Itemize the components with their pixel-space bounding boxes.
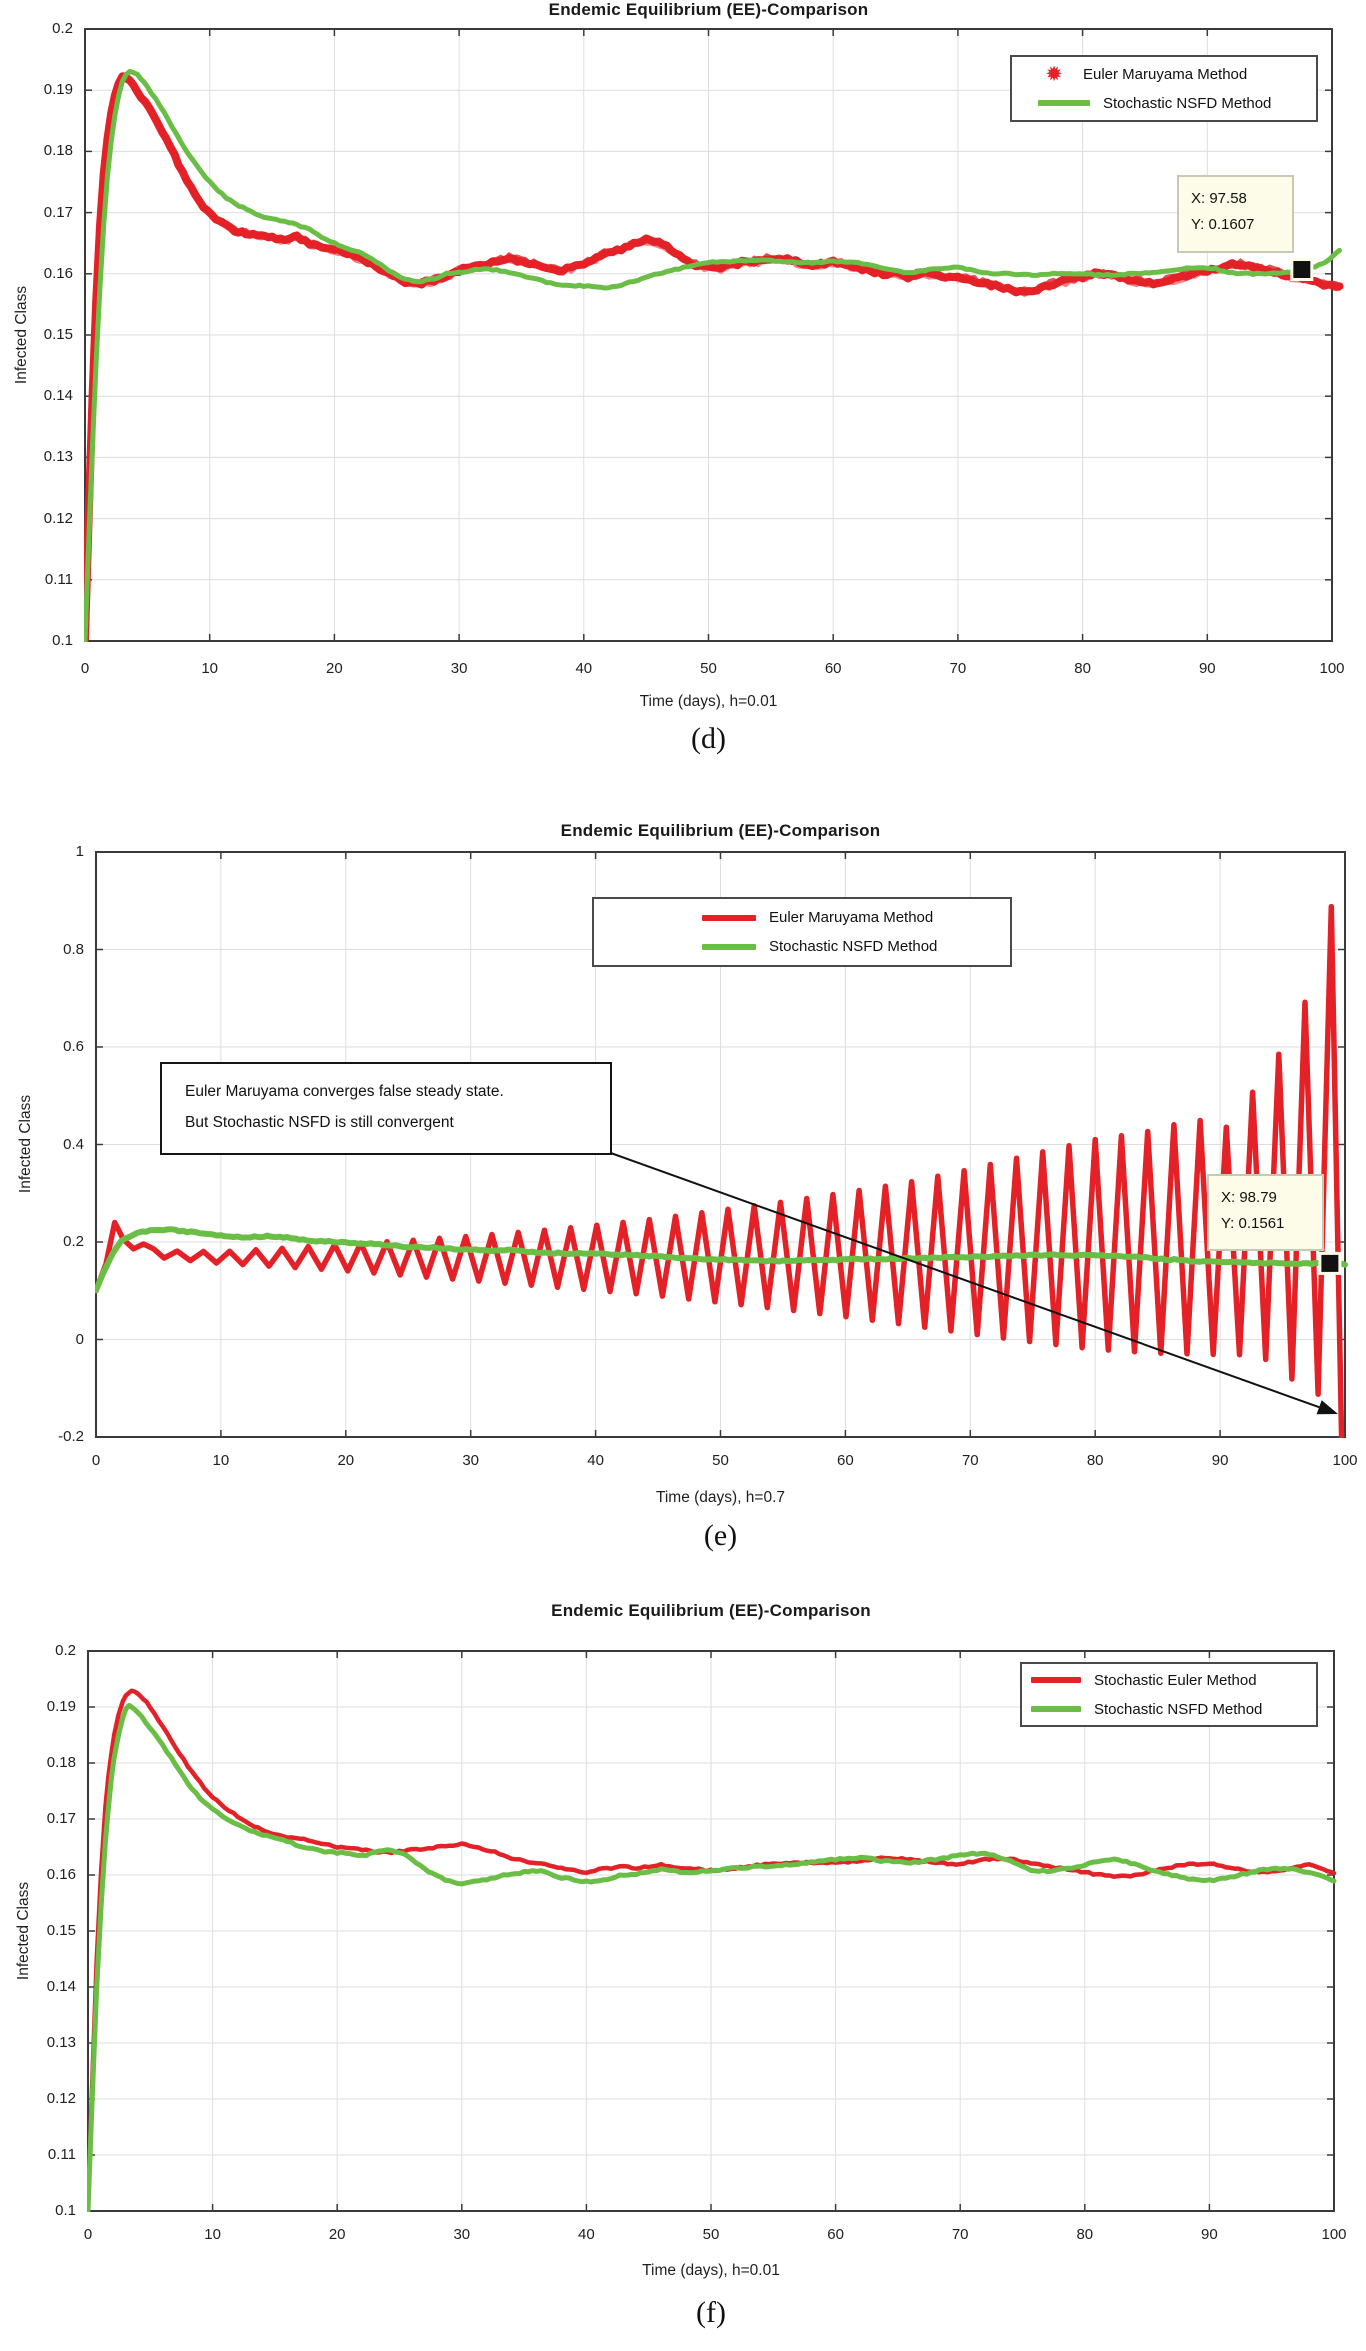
x-tick-label: 10 <box>204 2226 221 2243</box>
legend-label: Euler Maruyama Method <box>769 909 934 926</box>
x-tick-label: 50 <box>700 660 717 677</box>
y-tick-label: -0.2 <box>58 1428 84 1445</box>
datatip-d[interactable] <box>1177 175 1294 253</box>
x-tick-label: 80 <box>1076 2226 1094 2243</box>
stochastic-nsfd-method-curve-d <box>85 71 1340 641</box>
x-tick-label: 90 <box>1198 660 1216 677</box>
nsfd-line-swatch-icon <box>1031 1706 1081 1712</box>
legend-label: Stochastic NSFD Method <box>1103 94 1272 112</box>
x-tick-label: 0 <box>91 1452 101 1469</box>
y-tick-label: 0.13 <box>46 2034 76 2051</box>
y-tick-label: 0.1 <box>52 632 73 649</box>
legend-label: Stochastic NSFD Method <box>1094 1700 1263 1718</box>
y-tick-label: 0.13 <box>43 448 73 466</box>
stochastic-euler-line-swatch-icon <box>1031 1677 1081 1683</box>
datatip-y-value: Y: 0.1561 <box>1221 1215 1285 1232</box>
y-axis-label-d: Infected Class <box>13 285 30 385</box>
x-tick-label: 60 <box>824 660 842 677</box>
y-tick-label: 1 <box>75 843 84 860</box>
x-tick-label: 10 <box>201 660 219 677</box>
series-band-fuzz <box>85 74 1340 639</box>
x-tick-label: 100 <box>1321 2226 1347 2243</box>
y-tick-label: 0.17 <box>43 203 73 221</box>
legend-entry <box>1022 1666 1316 1695</box>
legend-entry <box>594 903 1010 932</box>
euler-maruyama-line-swatch-icon <box>702 915 756 921</box>
y-tick-label: 0.15 <box>43 326 73 343</box>
legend-label: Euler Maruyama Method <box>1083 65 1248 83</box>
x-tick-label: 80 <box>1074 660 1091 677</box>
datatip-x-value: X: 98.79 <box>1221 1189 1277 1206</box>
x-tick-label: 50 <box>702 2226 720 2243</box>
x-tick-label: 20 <box>337 1452 355 1469</box>
legend-entry <box>1012 60 1316 89</box>
legend-label: Stochastic NSFD Method <box>769 938 938 955</box>
x-tick-label: 60 <box>827 2226 844 2243</box>
x-axis-label-f: Time (days), h=0.01 <box>642 2262 780 2279</box>
x-axis-label-e: Time (days), h=0.7 <box>655 1489 786 1506</box>
annotation-line-1: Euler Maruyama converges false steady state. <box>185 1083 504 1100</box>
x-tick-label: 40 <box>578 2226 595 2243</box>
legend-entry <box>1012 89 1316 118</box>
x-tick-label: 70 <box>951 2226 969 2243</box>
x-tick-label: 40 <box>575 660 593 677</box>
y-tick-label: 0.18 <box>46 1754 76 1771</box>
x-tick-label: 70 <box>949 660 967 677</box>
x-tick-label: 0 <box>83 2226 93 2243</box>
legend-label: Stochastic Euler Method <box>1094 1671 1257 1689</box>
y-tick-label: 0.12 <box>43 509 73 527</box>
x-tick-label: 60 <box>837 1452 854 1469</box>
y-tick-label: 0.18 <box>43 142 73 160</box>
x-tick-label: 30 <box>450 660 468 677</box>
panel-letter-f: (f) <box>696 2296 726 2329</box>
chart-title-d: Endemic Equilibrium (EE)-Comparison <box>548 0 869 19</box>
y-tick-label: 0.17 <box>46 1810 76 1827</box>
x-tick-label: 70 <box>961 1452 979 1469</box>
euler-maruyama-method-curve-d <box>85 76 1340 639</box>
datatip-marker-e[interactable] <box>1320 1253 1340 1273</box>
y-tick-label: 0.11 <box>47 2146 76 2163</box>
annotation-textbox[interactable] <box>160 1062 612 1155</box>
legend-f[interactable] <box>1020 1662 1318 1727</box>
y-tick-label: 0.16 <box>43 264 73 282</box>
y-tick-label: 0.12 <box>46 2090 76 2107</box>
y-tick-label: 0.11 <box>44 570 73 588</box>
x-tick-label: 50 <box>712 1452 729 1469</box>
x-tick-label: 20 <box>326 660 343 677</box>
annotation-arrowhead-icon <box>1317 1400 1338 1414</box>
x-tick-label: 90 <box>1201 2226 1218 2243</box>
x-axis-label-d: Time (days), h=0.01 <box>639 693 778 710</box>
y-tick-label: 0.14 <box>43 387 73 405</box>
x-tick-label: 0 <box>80 660 90 677</box>
y-tick-label: 0.19 <box>46 1698 76 1715</box>
y-tick-label: 0.2 <box>55 1642 76 1659</box>
legend-e[interactable] <box>592 897 1012 967</box>
x-tick-label: 20 <box>328 2226 346 2243</box>
y-tick-label: 0.19 <box>43 81 73 99</box>
y-axis-label-f: Infected Class <box>15 1881 32 1981</box>
x-tick-label: 10 <box>212 1452 230 1469</box>
annotation-line-2: But Stochastic NSFD is still convergent <box>185 1114 454 1131</box>
x-tick-label: 30 <box>453 2226 471 2243</box>
series-band-fuzz <box>85 80 1340 646</box>
y-tick-label: 0.2 <box>52 20 73 37</box>
x-tick-label: 90 <box>1211 1452 1229 1469</box>
y-tick-label: 0.4 <box>63 1135 84 1153</box>
y-tick-label: 0 <box>75 1330 84 1348</box>
y-tick-label: 0.2 <box>63 1233 84 1250</box>
euler-maruyama-marker-icon: ✹ <box>1045 62 1063 86</box>
y-tick-label: 0.14 <box>46 1978 76 1995</box>
datatip-e[interactable] <box>1207 1174 1324 1251</box>
nsfd-line-swatch-icon <box>702 944 756 950</box>
y-axis-label-e: Infected Class <box>17 1094 34 1194</box>
x-tick-label: 100 <box>1319 660 1345 677</box>
chart-title-f: Endemic Equilibrium (EE)-Comparison <box>551 1601 871 1620</box>
y-tick-label: 0.1 <box>55 2202 76 2219</box>
legend-d[interactable] <box>1010 55 1318 122</box>
panel-letter-e: (e) <box>703 1519 738 1552</box>
legend-entry <box>594 932 1010 961</box>
y-tick-label: 0.16 <box>46 1866 76 1883</box>
legend-entry <box>1022 1695 1316 1724</box>
datatip-x-value: X: 97.58 <box>1191 190 1247 207</box>
chart-title-e: Endemic Equilibrium (EE)-Comparison <box>560 821 881 840</box>
nsfd-line-swatch-icon <box>1038 100 1090 106</box>
y-tick-label: 0.6 <box>63 1038 84 1055</box>
y-tick-label: 0.15 <box>46 1922 76 1939</box>
panel-letter-d: (d) <box>691 722 726 755</box>
x-tick-label: 30 <box>462 1452 480 1469</box>
x-tick-label: 80 <box>1086 1452 1104 1469</box>
x-tick-label: 100 <box>1332 1452 1358 1469</box>
datatip-y-value: Y: 0.1607 <box>1191 216 1255 233</box>
x-tick-label: 40 <box>587 1452 604 1469</box>
y-tick-label: 0.8 <box>63 940 84 958</box>
datatip-marker-d[interactable] <box>1292 260 1312 280</box>
